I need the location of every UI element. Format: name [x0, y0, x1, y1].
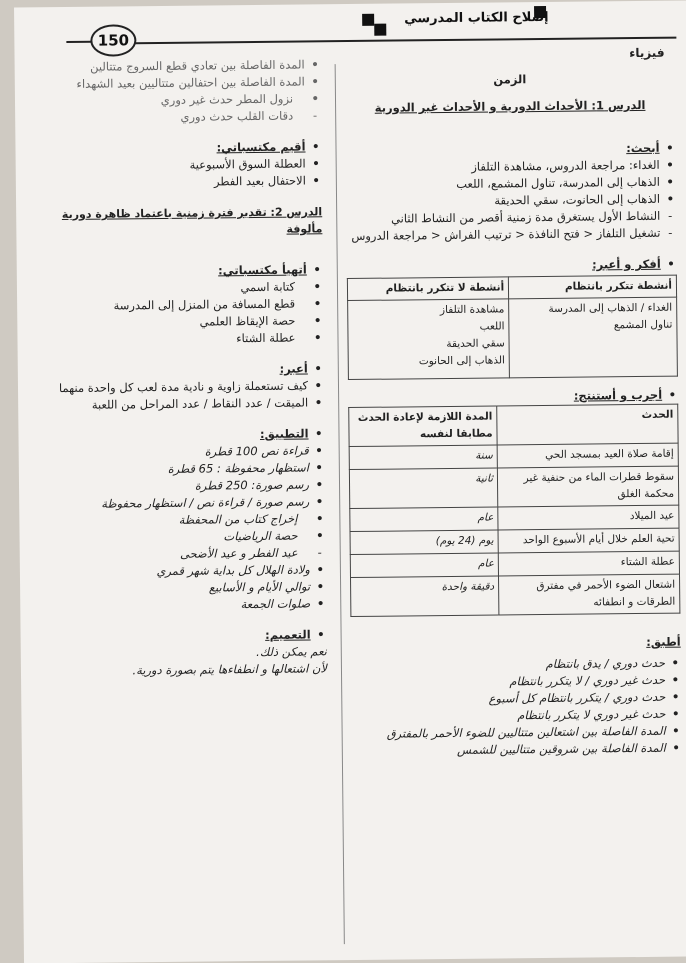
- list-item: • صلوات الجمعة: [44, 595, 326, 615]
- answer-heading: • أجرب و أستنتج:: [348, 387, 678, 407]
- book-title: إصلاح الكتاب المدرسي: [404, 9, 549, 27]
- table-row: عيد الميلاد عام: [350, 505, 679, 531]
- list-item: • نزول المطر حدث غير دوري: [39, 90, 321, 110]
- research-heading: • أبحث:: [345, 140, 675, 160]
- list-item: • رسم صورة: 250 قطرة: [43, 476, 325, 496]
- list-item: • إخراج كتاب من المحفظة: [43, 510, 325, 530]
- header-square-mark: [362, 14, 374, 26]
- consolidate-heading: • أقيم مكتسباتي:: [39, 138, 321, 158]
- page-number: 150: [90, 24, 136, 56]
- right-column: [344, 45, 681, 760]
- left-column: [39, 56, 327, 680]
- list-item: - دقات القلب حدث دوري: [39, 107, 321, 127]
- list-item: • الغداء: مراجعة الدروس، مشاهدة التلفاز: [346, 157, 676, 177]
- table-row: سقوط قطرات الماء من حنفية غير محكمة الغلق ثانية: [349, 466, 678, 508]
- header-square-mark: [374, 24, 386, 36]
- list-item: • حدث غير دوري / لا يتكرر بانتظام: [351, 672, 681, 692]
- list-item: • حصة الرياضيات: [43, 527, 325, 547]
- list-item: • كتابة اسمي: [41, 278, 323, 298]
- think-heading: • أفكر و أعبر:: [347, 256, 677, 276]
- list-item: • المدة الفاصلة بين شروقين متتاليين للشمس: [352, 740, 682, 760]
- express-heading: • أعبر:: [42, 360, 324, 380]
- list-item: - عيد الفطر و عيد الأضحى: [44, 544, 326, 564]
- list-item: • الذهاب إلى الحانوت، سقي الحديقة: [346, 191, 676, 211]
- list-item: • العطلة السوق الأسبوعية: [40, 155, 322, 175]
- list-item: • رسم صورة / قراءة نص / استظهار محفوظة: [43, 493, 325, 513]
- list-item: • قراءة نص 100 قطرة: [43, 442, 325, 462]
- header-rule: [134, 37, 676, 45]
- list-item: • توالي الأيام و الأسابيع: [44, 578, 326, 598]
- list-item: • حصة الإيقاظ العلمي: [41, 312, 323, 332]
- table-header: المدة اللازمة لإعادة الحدث مطابقا لنفسه: [349, 406, 497, 447]
- apply-heading: أطبق:: [646, 634, 681, 649]
- table-row: عطلة الشتاء عام: [350, 551, 679, 577]
- list-item: • الميقت / عدد النقاط / عدد المراحل من اللعبة: [42, 394, 324, 414]
- table-header: الحدث: [497, 404, 678, 445]
- list-item: • المدة الفاصلة بين احتفالين متتاليين بعيد الشهداء: [39, 73, 321, 93]
- textbook-page: [14, 0, 686, 963]
- subject-label: فيزياء: [629, 45, 665, 61]
- list-item: • استظهار محفوظة : 65 قطرة: [43, 459, 325, 479]
- column-divider: [335, 64, 345, 944]
- list-item: - تشغيل التلفاز < فتح النافذة < ترتيب الفراش < مراجعة الدروس: [346, 225, 676, 245]
- table-row: إقامة صلاة العيد بمسجد الحي سنة: [349, 443, 678, 469]
- prep-heading: • أتهيأ مكتسباتي:: [41, 261, 323, 281]
- generalize-heading: • التعميم:: [45, 626, 327, 646]
- table-header: أنشطة لا تتكرر بانتظام: [347, 277, 508, 301]
- answer-line: نعم يمكن ذلك.: [256, 644, 327, 660]
- lesson-title: الدرس 1: الأحداث الدورية و الأحداث غير الدورية: [374, 97, 646, 115]
- list-item: • حدث دوري / يدق بانتظام: [351, 655, 681, 675]
- answer-line: لأن اشتعالها و انطفاءها يتم بصورة دورية.: [132, 661, 328, 678]
- list-item: • المدة الفاصلة بين اشتعالين متتاليين للضوء الأحمر بالمفترق: [352, 723, 682, 743]
- table-row: تحية العلم خلال أيام الأسبوع الواحد يوم (24 يوم): [350, 528, 679, 554]
- table-cell: الغداء / الذهاب إلى المدرسة تناول المشمع: [509, 297, 678, 378]
- list-item: • عطلة الشتاء: [41, 329, 323, 349]
- list-item: • كيف تستعملة زاوية و نادية مدة لعب كل واحدة منهما: [42, 377, 324, 397]
- unit-title: الزمن: [493, 72, 527, 87]
- table-cell: مشاهدة التلفاز اللعب سقي الحديقة الذهاب إلى الحانوت: [348, 299, 510, 380]
- list-item: • الاحتفال بعيد الفطر: [40, 172, 322, 192]
- list-item: - النشاط الأول يستغرق مدة زمنية أقصر من النشاط الثاني: [346, 208, 676, 228]
- list-item: • حدث غير دوري لا يتكرر بانتظام: [351, 706, 681, 726]
- list-item: • ولادة الهلال كل بداية شهر قمري: [44, 561, 326, 581]
- list-item: • قطع المسافة من المنزل إلى المدرسة: [41, 295, 323, 315]
- table-header: أنشطة تتكرر بانتظام: [509, 275, 677, 299]
- activities-table: [347, 275, 678, 380]
- list-item: • حدث دوري / يتكرر بانتظام كل أسبوع: [351, 689, 681, 709]
- apply-heading: • التطبيق:: [42, 425, 324, 445]
- table-row: اشتعال الضوء الأحمر في مفترق الطرقات و انطفائه دقيقة واحدة: [351, 574, 680, 616]
- list-item: • الذهاب إلى المدرسة، تناول المشمع، اللعب: [346, 174, 676, 194]
- list-item: • المدة الفاصلة بين تعادي قطع السروج متتالين: [39, 56, 321, 76]
- lesson2-title: الدرس 2: تقدير فترة زمنية باعتماد ظاهرة دورية مألوفة: [61, 205, 323, 236]
- events-table: [348, 404, 680, 617]
